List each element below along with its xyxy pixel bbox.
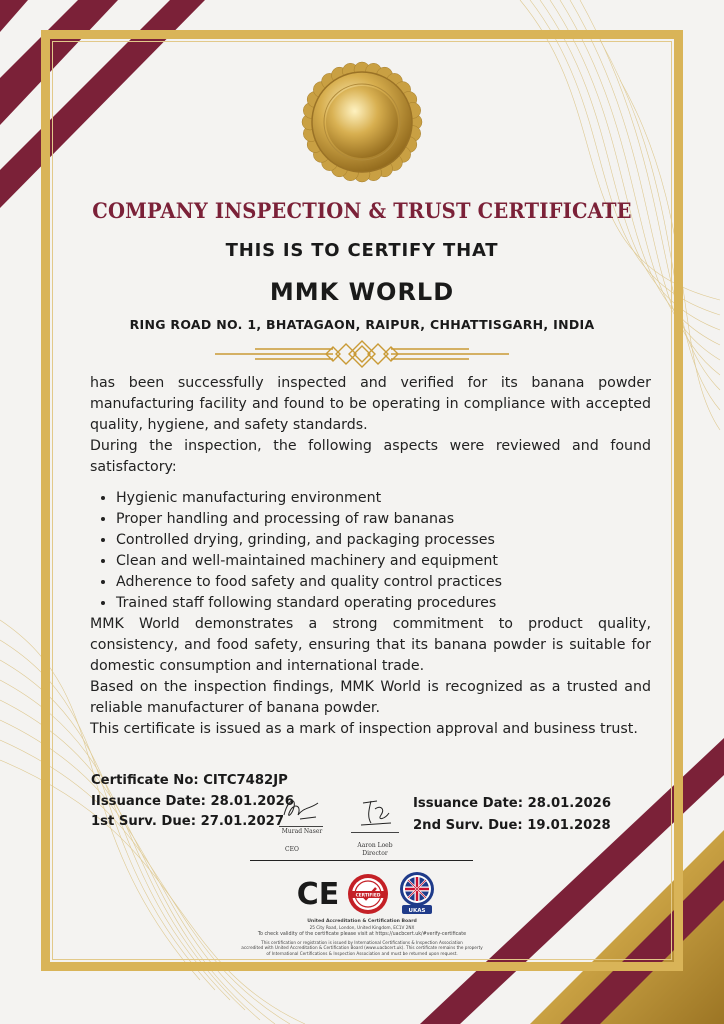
- certificate-body: [90, 373, 651, 740]
- ceo-name: Murad Naser: [281, 828, 323, 835]
- ce-mark-text: CE: [296, 877, 340, 911]
- list-item: • Controlled drying, grinding, and packaging processes: [116, 530, 651, 551]
- list-item: • Adherence to food safety and quality control practices: [116, 572, 651, 593]
- signature-line-director: [351, 832, 399, 833]
- intro-paragraph: has been successfully inspected and verified for its banana powder manufacturing facility and found to be operating in compliance with accepted quality, hygiene, and safety standards.: [90, 375, 651, 433]
- signature-line-ceo: [279, 826, 323, 827]
- recognition-paragraph: Based on the inspection findings, MMK World is recognized as a trusted and reliable manufacturer of banana powder.: [90, 679, 651, 716]
- director-role: Director: [362, 850, 388, 857]
- verify-link[interactable]: To check validity of the certificate please visit at https://uacbcert.uk/#verify-certificate: [257, 932, 467, 937]
- aspects-list: [90, 488, 651, 614]
- ce-mark-icon: [293, 873, 343, 911]
- maroon-stripe-top-left-1: [0, 0, 28, 32]
- footer-fine-print: [200, 919, 524, 956]
- company-address: RING ROAD NO. 1, BHATAGAON, RAIPUR, CHHATTISGARH, INDIA: [129, 317, 595, 332]
- list-item: • Clean and well-maintained machinery and equipment: [116, 551, 651, 572]
- second-surveillance-due: 2nd Surv. Due: 19.01.2028: [413, 818, 611, 833]
- badge-text: UKAS: [408, 908, 426, 914]
- ceo-role: CEO: [285, 846, 299, 853]
- issuance-date-left: IIssuance Date: 28.01.2026: [91, 794, 294, 809]
- certificate-subtitle: THIS IS TO CERTIFY THAT: [225, 240, 499, 261]
- gold-medal-icon: [300, 60, 424, 184]
- aspects-intro: During the inspection, the following aspects were reviewed and found satisfactory:: [90, 438, 651, 475]
- commitment-paragraph: MMK World demonstrates a strong commitment to product quality, consistency, and food safety, ensuring that its banana powder is suitable for domestic consumption and international trade.: [90, 616, 651, 674]
- signature-director: [355, 795, 395, 831]
- board-address: 25 City Road, London, United Kingdom, EC1V 2NX: [309, 924, 415, 930]
- list-item: • Hygienic manufacturing environment: [116, 488, 651, 509]
- ornament-divider: [215, 338, 509, 370]
- list-item: • Trained staff following standard operating procedures: [116, 593, 651, 614]
- seal-text: CERTIFIED: [355, 893, 381, 899]
- board-name: United Accreditation & Certification Board: [307, 919, 417, 924]
- disclaimer-line: This certification or registration is issued by International Certifications & Inspection Association: [261, 939, 463, 945]
- signature-ceo: [280, 793, 322, 827]
- company-name: MMK WORLD: [269, 278, 455, 306]
- certificate-title: COMPANY INSPECTION & TRUST CERTIFICATE: [92, 198, 632, 223]
- disclaimer-line: of International Certifications & Inspection Association and must be returned upon request.: [266, 950, 458, 956]
- uk-accreditation-badge-icon: [397, 871, 437, 917]
- certificate-number: Certificate No: CITC7482JP: [91, 773, 288, 788]
- issuance-date-right: Issuance Date: 28.01.2026: [413, 796, 612, 811]
- first-surveillance-due: 1st Surv. Due: 27.01.2027: [91, 814, 285, 829]
- certified-seal-icon: [346, 872, 390, 916]
- list-item: • Proper handling and processing of raw bananas: [116, 509, 651, 530]
- closing-paragraph: This certificate is issued as a mark of inspection approval and business trust.: [90, 721, 638, 737]
- disclaimer-line: accredited with United Accreditation & Certification Board (www.uacbcert.uk). This certificate remains the property: [241, 945, 483, 950]
- marks-divider: [250, 860, 473, 861]
- director-name: Aaron Loeb: [357, 842, 393, 849]
